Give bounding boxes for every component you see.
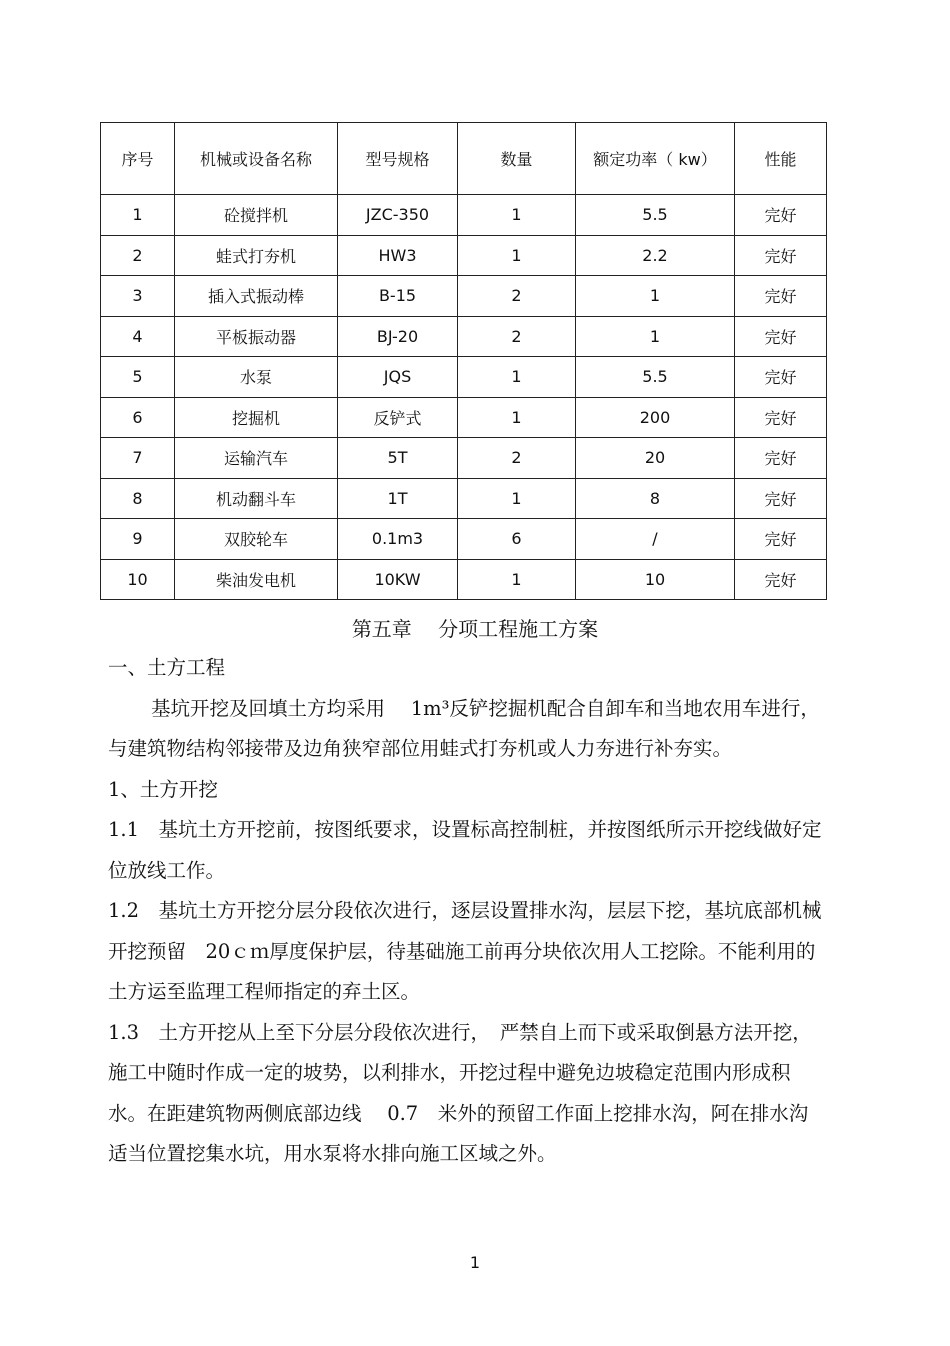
quantity-cell: 2: [458, 316, 576, 357]
equipment-name-cell: 砼搅拌机: [175, 195, 338, 236]
row-index-cell: 4: [101, 316, 175, 357]
power-cell: 20: [576, 438, 735, 479]
equipment-table: [100, 122, 827, 600]
table-row: [101, 195, 827, 236]
table-row: [101, 397, 827, 438]
paragraph: 1.2 基坑土方开挖分层分段依次进行，逐层设置排水沟，层层下挖，基坑底部机械开挖预留 20ｃｍ厚度保护层，待基础施工前再分块依次用人工挖除。不能利用的土方运至监理工程师指定的弃土区。: [108, 899, 822, 1003]
model-cell: BJ-20: [338, 316, 458, 357]
model-cell: JQS: [338, 357, 458, 398]
model-cell: B-15: [338, 276, 458, 317]
condition-cell: 完好: [735, 357, 827, 398]
row-index-cell: 7: [101, 438, 175, 479]
power-cell: 1: [576, 316, 735, 357]
header-cell-model: 型号规格: [338, 123, 458, 195]
page-number: 1: [469, 1253, 481, 1272]
power-cell: 8: [576, 478, 735, 519]
power-cell: 200: [576, 397, 735, 438]
condition-cell: 完好: [735, 276, 827, 317]
table-row: [101, 438, 827, 479]
table-row: [101, 357, 827, 398]
section-heading: 一、土方工程: [108, 656, 226, 679]
power-cell: 10: [576, 559, 735, 600]
paragraph: 基坑开挖及回填土方均采用 1m³反铲挖掘机配合自卸车和当地农用车进行，与建筑物结构邻接带及边角狭窄部位用蛙式打夯机或人力夯进行补夯实。: [108, 696, 820, 760]
power-cell: 1: [576, 276, 735, 317]
row-index-cell: 6: [101, 397, 175, 438]
table-row: [101, 316, 827, 357]
chapter-title: 第五章 分项工程施工方案: [351, 617, 599, 641]
model-cell: 10KW: [338, 559, 458, 600]
equipment-name-cell: 插入式振动棒: [175, 276, 338, 317]
paragraph: 1.1 基坑土方开挖前，按图纸要求，设置标高控制桩，并按图纸所示开挖线做好定位放线工作。: [108, 818, 822, 882]
quantity-cell: 1: [458, 235, 576, 276]
row-index-cell: 1: [101, 195, 175, 236]
condition-cell: 完好: [735, 438, 827, 479]
row-index-cell: 5: [101, 357, 175, 398]
equipment-name-cell: 运输汽车: [175, 438, 338, 479]
quantity-cell: 2: [458, 438, 576, 479]
model-cell: JZC-350: [338, 195, 458, 236]
equipment-name-cell: 柴油发电机: [175, 559, 338, 600]
quantity-cell: 1: [458, 357, 576, 398]
table-row: [101, 235, 827, 276]
power-cell: 2.2: [576, 235, 735, 276]
table-row: [101, 559, 827, 600]
row-index-cell: 9: [101, 519, 175, 560]
quantity-cell: 1: [458, 195, 576, 236]
condition-cell: 完好: [735, 519, 827, 560]
power-cell: 5.5: [576, 357, 735, 398]
table-row: [101, 276, 827, 317]
header-cell-quantity: 数量: [458, 123, 576, 195]
equipment-name-cell: 蛙式打夯机: [175, 235, 338, 276]
header-cell-index: 序号: [101, 123, 175, 195]
condition-cell: 完好: [735, 397, 827, 438]
quantity-cell: 1: [458, 478, 576, 519]
quantity-cell: 2: [458, 276, 576, 317]
row-index-cell: 10: [101, 559, 175, 600]
equipment-name-cell: 挖掘机: [175, 397, 338, 438]
model-cell: 0.1m3: [338, 519, 458, 560]
header-cell-power: 额定功率（ kw）: [576, 123, 735, 195]
model-cell: HW3: [338, 235, 458, 276]
body-text: [108, 648, 823, 1175]
model-cell: 1T: [338, 478, 458, 519]
header-cell-condition: 性能: [735, 123, 827, 195]
subsection-heading: 1、土方开挖: [108, 777, 218, 801]
condition-cell: 完好: [735, 478, 827, 519]
equipment-name-cell: 双胶轮车: [175, 519, 338, 560]
condition-cell: 完好: [735, 235, 827, 276]
power-cell: /: [576, 519, 735, 560]
condition-cell: 完好: [735, 316, 827, 357]
table-header-row: [101, 123, 827, 195]
model-cell: 反铲式: [338, 397, 458, 438]
condition-cell: 完好: [735, 195, 827, 236]
row-index-cell: 3: [101, 276, 175, 317]
paragraph: 1.3 土方开挖从上至下分层分段依次进行， 严禁自上而下或采取倒悬方法开挖，施工中随时作成一定的坡势，以利排水，开挖过程中避免边坡稳定范围内形成积水。在距建筑物两侧底部边线 0.7 米外的预留工作面上挖排水沟，阿在排水沟适当位置挖集水坑，用水泵将水排向施工区域之外。: [108, 1020, 812, 1165]
equipment-name-cell: 平板振动器: [175, 316, 338, 357]
quantity-cell: 6: [458, 519, 576, 560]
equipment-name-cell: 水泵: [175, 357, 338, 398]
equipment-name-cell: 机动翻斗车: [175, 478, 338, 519]
header-cell-name: 机械或设备名称: [175, 123, 338, 195]
quantity-cell: 1: [458, 559, 576, 600]
table-row: [101, 519, 827, 560]
row-index-cell: 2: [101, 235, 175, 276]
model-cell: 5T: [338, 438, 458, 479]
condition-cell: 完好: [735, 559, 827, 600]
table-row: [101, 478, 827, 519]
row-index-cell: 8: [101, 478, 175, 519]
quantity-cell: 1: [458, 397, 576, 438]
power-cell: 5.5: [576, 195, 735, 236]
